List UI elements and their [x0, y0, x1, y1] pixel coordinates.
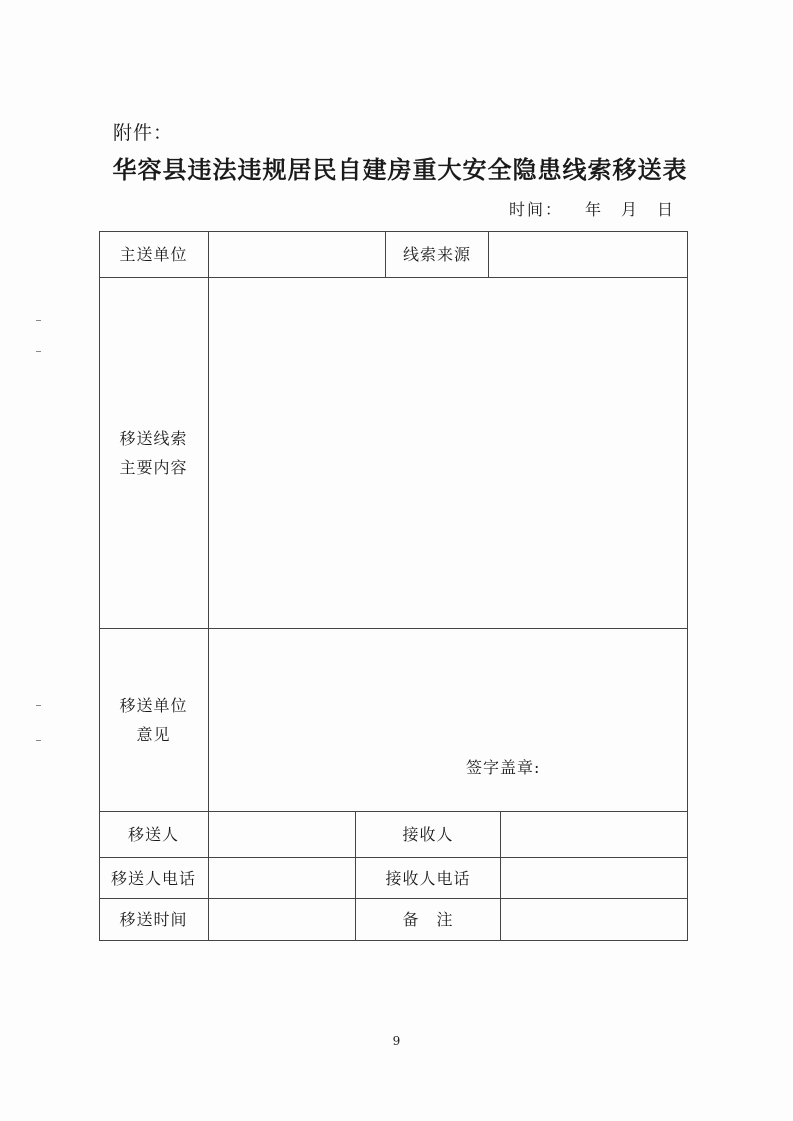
content-label: [99, 278, 208, 628]
clue-source-label: 线索来源: [402, 244, 471, 264]
sender-unit-field[interactable]: [209, 231, 385, 277]
content-label-line2: 主要内容: [119, 458, 188, 477]
transferor-field[interactable]: [209, 812, 355, 857]
transferor-label: 移送人: [127, 825, 179, 844]
sender-unit-label: 主送单位: [119, 244, 188, 264]
signature-label: 签字盖章:: [466, 758, 541, 777]
transfer-time-label: 移送时间: [119, 910, 188, 929]
document-title: 华容县违法违规居民自建房重大安全隐患线索移送表: [112, 155, 688, 184]
transfer-time-field[interactable]: [209, 899, 355, 940]
opinion-label-line1: 移送单位: [119, 696, 188, 715]
clue-source-field[interactable]: [489, 231, 687, 277]
attachment-label: 附件：: [113, 122, 174, 144]
opinion-label-line2: 意见: [136, 725, 171, 744]
transferor-phone-field[interactable]: [209, 858, 355, 898]
content-field[interactable]: [209, 278, 687, 628]
date-line: [509, 197, 675, 220]
transfer-form-table: [99, 231, 688, 940]
remarks-label: 备 注: [402, 910, 454, 929]
opinion-field[interactable]: [209, 629, 687, 811]
receiver-label: 接收人: [402, 825, 454, 844]
transferor-phone-label: 移送人电话: [110, 868, 196, 888]
remarks-field[interactable]: [501, 899, 687, 940]
receiver-phone-label: 接收人电话: [385, 868, 471, 888]
opinion-label: [99, 629, 208, 811]
receiver-phone-field[interactable]: [501, 858, 687, 898]
date-year: 年: [584, 200, 603, 219]
page-number: 9: [392, 1034, 401, 1048]
date-label: 时间：: [508, 200, 563, 219]
receiver-field[interactable]: [501, 812, 687, 857]
content-label-line1: 移送线索: [119, 429, 188, 448]
date-day: 日: [656, 200, 675, 219]
date-month: 月: [620, 200, 639, 219]
